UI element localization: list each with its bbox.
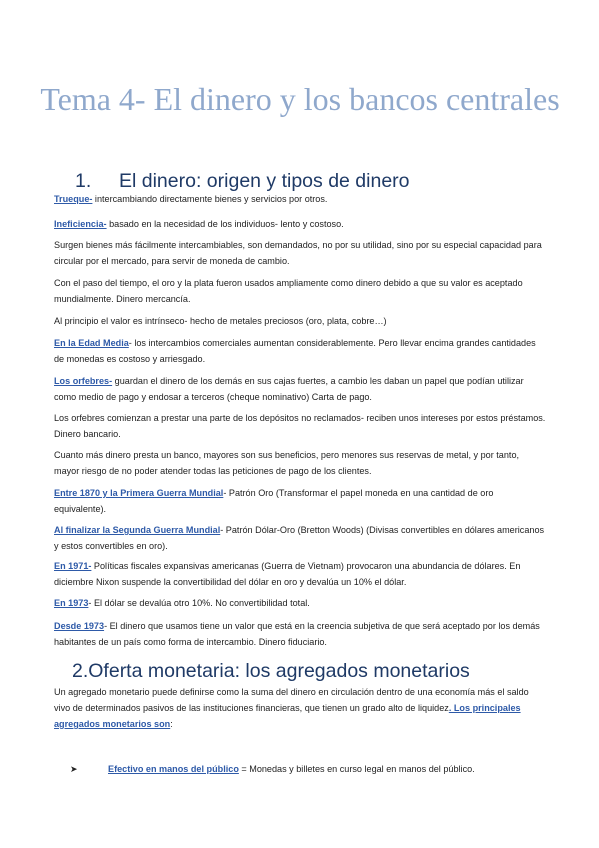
key-term: En la Edad Media	[54, 338, 129, 348]
key-term: Efectivo en manos del público	[108, 764, 239, 774]
paragraph-text: Un agregado monetario puede definirse como la suma del dinero en circulación dentro de una economía más el saldo vivo de determinados pasivos de las instituciones financieras, que tienen un grado alto de liquidez	[54, 687, 529, 713]
bullet-item	[70, 761, 550, 777]
paragraph-text: Cuanto más dinero presta un banco, mayores son sus beneficios, pero menores sus reservas de metal, y por tanto, mayor riesgo de no poder atender todas las peticiones de pago de los clientes.	[54, 450, 520, 476]
paragraph	[54, 313, 546, 329]
paragraph-text: - El dólar se devalúa otro 10%. No convertibilidad total.	[88, 598, 310, 608]
paragraph-text: intercambiando directamente bienes y servicios por otros.	[92, 194, 328, 204]
key-term: En 1973	[54, 598, 89, 608]
section-heading-2: 2.Oferta monetaria: los agregados monetarios	[72, 660, 470, 682]
paragraph-text: Los orfebres comienzan a prestar una parte de los depósitos no reclamados- reciben unos intereses por estos préstamos. Dinero bancario.	[54, 413, 546, 439]
paragraph	[54, 558, 546, 590]
section-heading-text: El dinero: origen y tipos de dinero	[119, 170, 410, 192]
paragraph	[54, 237, 546, 269]
paragraph-text: = Monedas y billetes en curso legal en manos del público.	[238, 764, 475, 774]
paragraph-text: - Patrón Oro (Transformar el papel moneda en una cantidad de oro equivalente).	[54, 488, 494, 514]
paragraph	[54, 410, 546, 442]
paragraph	[54, 275, 546, 307]
key-term: Desde 1973	[54, 621, 105, 631]
section-heading-1	[75, 170, 410, 193]
key-term: . Los principales agregados monetarios son	[54, 703, 521, 729]
paragraph	[54, 335, 546, 367]
paragraph-text: :	[170, 719, 173, 729]
key-term: Trueque-	[54, 194, 93, 204]
paragraph-text: basado en la necesidad de los individuos- lento y costoso.	[106, 219, 344, 229]
paragraph-text: - los intercambios comerciales aumentan considerablemente. Pero llevar encima grandes cantidades de monedas es costoso y arriesgado.	[54, 338, 536, 364]
paragraph-text: - Patrón Dólar-Oro (Bretton Woods) (Divisas convertibles en dólares americanos y estos convertibles en oro).	[54, 525, 545, 551]
arrow-bullet-icon: ➤	[70, 764, 78, 774]
key-term: En 1971-	[54, 561, 92, 571]
key-term: Entre 1870 y la Primera Guerra Mundial	[54, 488, 224, 498]
key-term: Al finalizar la Segunda Guerra Mundial	[54, 525, 221, 535]
paragraph-text: Surgen bienes más fácilmente intercambiables, son demandados, no por su utilidad, sino por su especial capacidad para circular por el mercado, para servir de moneda de cambio.	[54, 240, 542, 266]
key-term: Los orfebres-	[54, 376, 113, 386]
document-title: Tema 4- El dinero y los bancos centrales	[40, 81, 560, 117]
paragraph	[54, 485, 546, 517]
paragraph-text: Al principio el valor es intrínseco- hecho de metales preciosos (oro, plata, cobre…)	[54, 316, 387, 326]
paragraph	[54, 618, 546, 650]
section-number: 1.	[75, 170, 92, 192]
paragraph	[54, 216, 546, 232]
paragraph-text: Políticas fiscales expansivas americanas (Guerra de Vietnam) provocaron una abundancia de dólares. En diciembre Nixon suspende la convertibilidad del dólar en oro y devalúa un 10% el dólar.	[54, 561, 521, 587]
paragraph-text: - El dinero que usamos tiene un valor que está en la creencia subjetiva de que será aceptado por los demás habitantes de un país como forma de intercambio. Dinero fiduciario.	[54, 621, 540, 647]
paragraph	[54, 447, 546, 479]
paragraph	[54, 522, 546, 554]
paragraph-text: guardan el dinero de los demás en sus cajas fuertes, a cambio les daban un papel que podían utilizar como medio de pago y endosar a terceros (cheque nominativo) Carta de pago.	[54, 376, 524, 402]
paragraph	[54, 373, 546, 405]
paragraph	[54, 191, 546, 207]
paragraph-text: Con el paso del tiempo, el oro y la plata fueron usados ampliamente como dinero debido a que su valor es aceptado mundialmente. Dinero mercancía.	[54, 278, 523, 304]
key-term: Ineficiencia-	[54, 219, 107, 229]
paragraph	[54, 595, 546, 611]
paragraph	[54, 684, 546, 732]
